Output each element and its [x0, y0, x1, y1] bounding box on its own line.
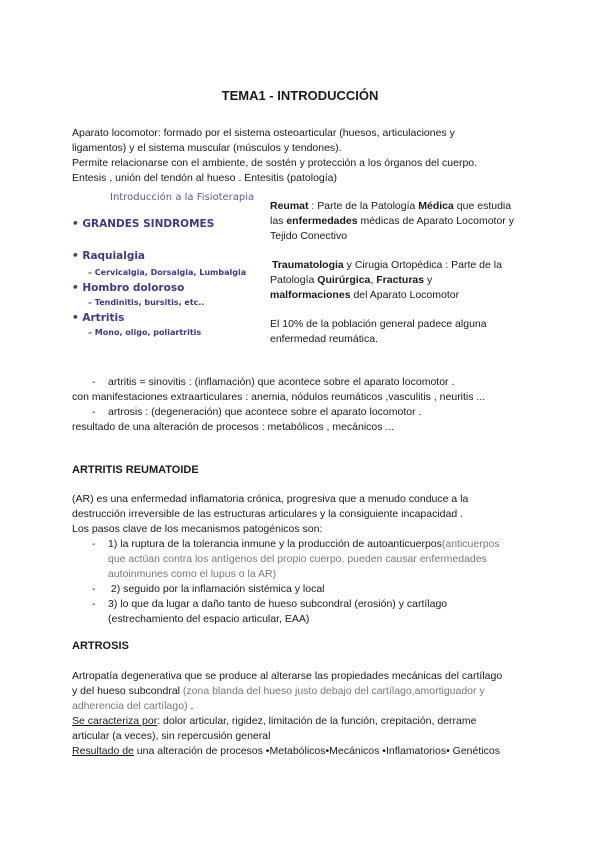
dash-icon: –: [88, 298, 92, 307]
trauma-line-1: [272, 258, 502, 273]
slide-bullet-3-text: Hombro doloroso: [82, 282, 185, 294]
artrosis-p3: [72, 699, 193, 714]
slide-title: Introducción a la Fisioterapia: [110, 192, 255, 203]
artrosis-p2-aside: (zona blanda del hueso justo debajo del cartílago,amortiguador y: [182, 685, 485, 697]
artrosis-caracteriza-2: articular (a veces), sin repercusión general: [72, 730, 271, 742]
ar-item-2-text: 2) seguido por la inflamación sistémica y local: [108, 583, 325, 595]
slide-sub-4-text: Mono, oligo, poliartritis: [94, 328, 202, 337]
enf-post: médicas de Aparato Locomotor y: [357, 215, 514, 227]
slide-sub-2: [88, 268, 246, 277]
reumat-text: : Parte de la Patología: [308, 200, 419, 212]
bullet-icon: •: [72, 312, 79, 324]
list1-item-1: [92, 375, 454, 390]
dash-icon: -: [92, 598, 96, 610]
bullet-icon: •: [72, 218, 79, 230]
slide-bullet-1: [72, 218, 214, 230]
ar-item-2: [92, 582, 325, 597]
quir-term: Quirúrgica: [317, 274, 371, 286]
dash-icon: -: [92, 583, 96, 595]
dash-icon: –: [88, 268, 92, 277]
intro-line-1: Aparato locomotor: formado por el sistema osteoarticular (huesos, articulaciones y: [72, 127, 455, 139]
artrosis-heading: ARTROSIS: [72, 640, 129, 652]
ar-p2: destrucción irreversible de las estructuras articulares y la consiguiente incapacidad .: [72, 508, 464, 520]
slide-bullet-4: [72, 312, 124, 324]
list1-item-1-text: artritis = sinovitis : (inflamación) que acontece sobre el aparato locomotor .: [108, 376, 455, 388]
ar-item-3: [92, 597, 447, 612]
slide-sub-4: [88, 328, 201, 337]
artrosis-p2: [72, 684, 485, 699]
dash-icon: -: [92, 406, 96, 418]
malf-post: del Aparato Locomotor: [350, 289, 460, 301]
resultado-text: una alteración de procesos •Metabólicos•Mecánicos •Inflamatorios• Genéticos: [133, 745, 500, 757]
slide-bullet-1-text: GRANDES SINDROMES: [82, 218, 215, 230]
malf-term: malformaciones: [270, 289, 351, 301]
list1-line-2: con manifestaciones extraarticulares : anemia, nódulos reumáticos ,vasculitis , neuritis ...: [72, 391, 486, 403]
enf-pre: las: [270, 215, 287, 227]
slide-image: [72, 192, 262, 352]
slide-bullet-2: [72, 250, 145, 262]
bullet-icon: •: [72, 282, 79, 294]
ar-p3: Los pasos clave de los mecanismos patogénicos son:: [72, 523, 323, 535]
reumat-line-3: Tejido Conectivo: [270, 230, 348, 242]
caracteriza-text: : dolor articular, rigidez, limitación de la función, crepitación, derrame: [157, 715, 477, 727]
list1-item-3-text: artrosis : (degeneración) que acontece sobre el aparato locomotor .: [108, 406, 422, 418]
intro-line-4: Entesis , unión del tendón al hueso . Entesitis (patología): [72, 172, 338, 184]
bullet-icon: •: [72, 250, 79, 262]
dash-icon: -: [92, 538, 96, 550]
ar-item-1-line-2: que actúan contra los antígenos del propio cuerpo, pueden causar enfermedades: [108, 553, 487, 565]
ar-item-1-text: 1) la ruptura de la tolerancia inmune y la producción de autoanticuerpos: [108, 538, 442, 550]
ar-item-3-text: 3) lo que da lugar a daño tanto de hueso subcondral (erosión) y cartílago: [108, 598, 448, 610]
ar-p1: (AR) es una enfermedad inflamatoria crónica, progresiva que a menudo conduce a la: [72, 493, 469, 505]
slide-bullet-2-text: Raquialgia: [82, 250, 146, 262]
reumat-line-2: [270, 214, 514, 229]
slide-bullet-3: [72, 282, 184, 294]
artrosis-caracteriza: [72, 714, 476, 729]
slide-bullet-4-text: Artritis: [82, 312, 125, 324]
ar-item-1-aside: (anticuerpos: [441, 538, 500, 550]
fract-term: Fracturas: [376, 274, 425, 286]
resultado-label: Resultado de: [72, 745, 134, 757]
comma: ,: [370, 274, 377, 286]
pat-pre: Patología: [270, 274, 318, 286]
intro-line-2: ligamentos) y el sistema muscular (músculos y tendones).: [72, 142, 342, 154]
slide-sub-2-text: Cervicalgia, Dorsalgia, Lumbalgia: [94, 268, 247, 277]
intro-line-3: Permite relacionarse con el ambiente, de sostén y protección a los órganos del cuerpo.: [72, 157, 478, 169]
list1-line-4: resultado de una alteración de procesos : metabólicos , mecánicos ...: [72, 421, 395, 433]
medica-term: Médica: [418, 200, 454, 212]
pct-line-2: enfermedad reumática.: [270, 333, 378, 345]
dash-icon: -: [92, 376, 96, 388]
pct-line-1: El 10% de la población general padece alguna: [270, 318, 487, 330]
reumat-term: Reumat: [270, 200, 309, 212]
slide-sub-3-text: Tendinitis, bursitis, etc..: [94, 298, 205, 307]
ar-item-1: [92, 537, 500, 552]
list1-item-3: [92, 405, 421, 420]
artrosis-p2-text: y del hueso subcondral: [72, 685, 183, 697]
enf-term: enfermedades: [286, 215, 358, 227]
artrosis-resultado: [72, 744, 500, 759]
reumat-text-2: que estudia: [453, 200, 512, 212]
ar-heading: ARTRITIS REUMATOIDE: [72, 464, 199, 476]
ar-item-3-line-2: (estrechamiento del espacio articular, EAA): [108, 613, 310, 625]
y-text: y: [424, 274, 433, 286]
trauma-term: Traumatologia: [272, 259, 344, 271]
trauma-text: y Cirugia Ortopédica : Parte de la: [343, 259, 502, 271]
page-title: TEMA1 - INTRODUCCIÓN: [221, 88, 379, 103]
artrosis-p3-end: .: [187, 700, 194, 712]
artrosis-p1: Artropatía degenerativa que se produce al alterarse las propiedades mecánicas del cartílago: [72, 670, 503, 682]
ar-item-1-line-3: autoinmunes como el lupus o la AR): [108, 568, 277, 580]
trauma-line-2: [270, 273, 432, 288]
artrosis-p3-aside: adherencia del cartílago): [72, 700, 188, 712]
trauma-line-3: [270, 288, 459, 303]
caracteriza-label: Se caracteriza por: [72, 715, 158, 727]
reumat-line-1: [270, 199, 511, 214]
dash-icon: –: [88, 328, 92, 337]
slide-sub-3: [88, 298, 204, 307]
